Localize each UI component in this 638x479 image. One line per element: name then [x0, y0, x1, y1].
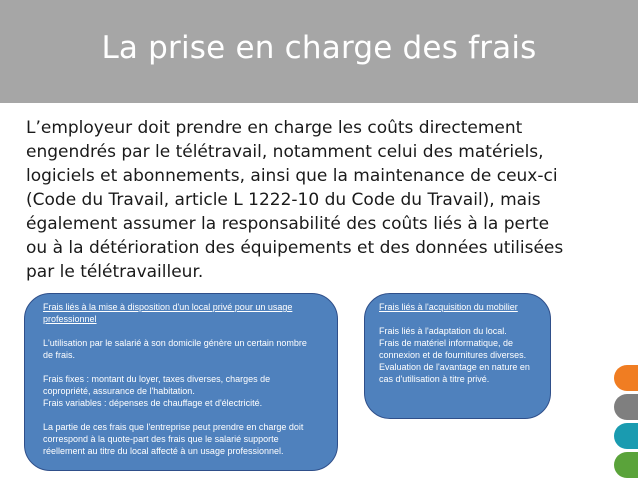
slide-title: La prise en charge des frais	[101, 30, 537, 66]
deco-gray-tab	[614, 394, 638, 420]
variable-costs-text: Frais variables : dépenses de chauffage et d'électricité.	[43, 398, 263, 408]
furniture-costs-box	[364, 293, 551, 419]
local-costs-box	[24, 293, 338, 471]
deco-green-tab	[614, 452, 638, 478]
local-costs-intro: L'utilisation par le salarié à son domicile génère un certain nombre de frais.	[43, 338, 307, 360]
fixed-costs-text: Frais fixes : montant du loyer, taxes diverses, charges de copropriété, assurance de l'habitation.	[43, 374, 271, 396]
it-equipment-costs-text: Frais de matériel informatique, de connexion et de fournitures diverses.	[379, 338, 527, 360]
adaptation-costs-text: Frais liés à l'adaptation du local.	[379, 326, 507, 336]
deco-teal-tab	[614, 423, 638, 449]
furniture-costs-heading[interactable]: Frais liés à l'acquisition du mobilier	[379, 302, 518, 312]
reimbursable-share-text: La partie de ces frais que l'entreprise peut prendre en charge doit correspond à la quote-part des frais que le salarié supporte réellement au titre du local affecté à un usage professionnel.	[43, 422, 304, 456]
deco-orange-tab	[614, 365, 638, 391]
local-costs-heading[interactable]: Frais liés à la mise à disposition d'un local privé pour un usage professionnel	[43, 302, 293, 324]
slide-body-text: L’employeur doit prendre en charge les coûts directement engendrés par le télétravail, notamment celui des matériels, logiciels et abonnements, ainsi que la maintenance de ceux-ci (Code du Travail, article L 1222-10 du Code du Travail), mais également assumer la responsabilité des coûts liés à la perte ou à la détérioration des équipements et des données utilisées par le télétravailleur.	[26, 118, 564, 282]
benefit-in-kind-text: Evaluation de l'avantage en nature en cas d'utilisation à titre privé.	[379, 362, 530, 384]
